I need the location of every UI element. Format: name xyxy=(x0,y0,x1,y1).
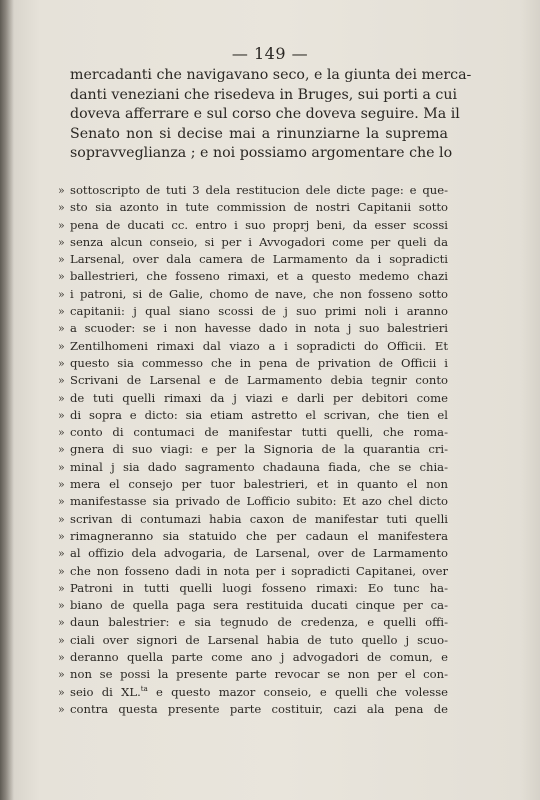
quote-line-text: Zentilhomeni rimaxi dal viazo a i sopradicti do Officii. Et xyxy=(70,338,448,353)
quote-line-text: scrivan di contumazi habia caxon de manifestar tuti quelli xyxy=(70,511,448,526)
quote-line-text: Scrivani de Larsenal e de Larmamento debia tegnir conto xyxy=(70,373,448,388)
paragraph-line: danti veneziani che risedeva in Bruges, sui porti a cui xyxy=(70,86,457,103)
quotation-mark: » xyxy=(58,374,65,388)
quotation-mark: » xyxy=(58,702,65,716)
quote-line xyxy=(58,649,448,666)
quote-line xyxy=(58,511,448,528)
quote-line-text xyxy=(70,684,448,701)
quote-line xyxy=(58,580,448,597)
quote-line xyxy=(58,545,448,562)
paragraph-line: Senato non si decise mai a rinunziarne la suprema xyxy=(70,125,448,142)
paragraph-line: sopravveglianza ; e noi possiamo argomentare che lo xyxy=(70,145,453,161)
quote-line xyxy=(58,320,448,337)
quotation-mark: » xyxy=(58,547,65,561)
quotation-mark: » xyxy=(58,668,65,682)
quote-line xyxy=(58,268,448,285)
quote-line xyxy=(58,355,448,372)
quotation-mark: » xyxy=(58,581,65,595)
quotation-mark: » xyxy=(58,218,65,232)
quote-line-text: i patroni, si de Galie, chomo de nave, che non fosseno sotto xyxy=(70,286,448,301)
quote-line-text-rest: e questo mazor conseio, e quelli che volesse xyxy=(147,684,448,699)
quote-line-text: a scuoder: se i non havesse dado in nota j suo balestrieri xyxy=(70,321,448,336)
quotation-mark: » xyxy=(58,322,65,336)
quote-line xyxy=(58,234,448,251)
quotation-mark: » xyxy=(58,339,65,353)
quote-line xyxy=(58,476,448,493)
quotation-mark: » xyxy=(58,253,65,267)
quote-line xyxy=(58,303,448,320)
quotation-mark: » xyxy=(58,495,65,509)
quote-line xyxy=(58,286,448,303)
quotation-mark: » xyxy=(58,391,65,405)
quotation-mark: » xyxy=(58,184,65,197)
quote-line-text: manifestasse sia privado de Lofficio subito: Et azo chel dicto xyxy=(70,494,448,509)
quote-line-text: questo sia commesso che in pena de privation de Officii i xyxy=(70,355,448,370)
quote-line-text: minal j sia dado sagramento chadauna fiada, che se chia- xyxy=(70,459,448,474)
quote-line-text: conto di contumaci de manifestar tutti quelli, che roma- xyxy=(70,425,448,440)
quote-line-text: deranno quella parte come ano j advogadori de comun, e xyxy=(70,650,448,665)
quotation-mark: » xyxy=(58,685,65,699)
superscript-abbreviation: ta xyxy=(140,684,148,693)
quotation-mark: » xyxy=(58,443,65,457)
quotation-mark: » xyxy=(58,305,65,319)
quote-line xyxy=(58,528,448,545)
quote-line xyxy=(58,217,448,234)
quote-line xyxy=(58,493,448,510)
quote-line xyxy=(58,441,448,458)
quote-line xyxy=(58,424,448,441)
quote-line xyxy=(58,614,448,631)
quote-line-text: gnera di suo viagi: e per la Signoria de la quarantia cri- xyxy=(70,442,448,457)
quote-line-text: capitanii: j qual siano scossi de j suo primi noli i aranno xyxy=(70,304,448,319)
quote-line xyxy=(58,372,448,389)
quotation-mark: » xyxy=(58,616,65,630)
quotation-mark: » xyxy=(58,478,65,492)
quote-line xyxy=(58,701,448,718)
quote-line-text: al offizio dela advogaria, de Larsenal, over de Larmamento xyxy=(70,546,448,561)
quote-line-text: di sopra e dicto: sia etiam astretto el scrivan, che tien el xyxy=(70,407,448,422)
quote-line xyxy=(58,182,448,199)
quote-line-text: ballestrieri, che fosseno rimaxi, et a questo medemo chazi xyxy=(70,269,448,284)
quote-line-text: daun balestrier: e sia tegnudo de credenza, e quelli offi- xyxy=(70,615,448,630)
paragraph-line: mercadanti che navigavano seco, e la giunta dei merca- xyxy=(70,67,472,83)
quote-line-text: sto sia azonto in tute commission de nostri Capitanii sotto xyxy=(70,200,448,215)
quote-line-text: che non fosseno dadi in nota per i sopradicti Capitanei, over xyxy=(70,563,448,578)
quote-line-text: de tuti quelli rimaxi da j viazi e darli per debitori come xyxy=(70,390,448,405)
quotation-mark: » xyxy=(58,201,65,215)
quote-line xyxy=(58,407,448,424)
quotation-mark: » xyxy=(58,564,65,578)
quote-line xyxy=(58,390,448,407)
body-paragraph xyxy=(70,66,472,164)
quote-line-text: rimagneranno sia statuido che per cadaun el manifestera xyxy=(70,528,448,543)
quotation-mark: » xyxy=(58,460,65,474)
quotation-mark: » xyxy=(58,408,65,422)
quote-line-text: senza alcun conseio, si per i Avvogadori come per queli da xyxy=(70,234,448,249)
quote-line-text: sottoscripto de tuti 3 dela restitucion dele dicte page: e que- xyxy=(70,183,448,197)
quotation-mark: » xyxy=(58,426,65,440)
quotation-mark: » xyxy=(58,599,65,613)
quote-line-text: non se possi la presente parte revocar se non per el con- xyxy=(70,667,448,682)
page-number: — 149 — xyxy=(231,44,309,63)
quote-line xyxy=(58,632,448,649)
quotation-mark: » xyxy=(58,356,65,370)
quote-line xyxy=(58,666,448,683)
quote-line xyxy=(58,597,448,614)
quote-line-text: Larsenal, over dala camera de Larmamento da i sopradicti xyxy=(70,252,448,267)
quote-line xyxy=(58,684,448,701)
quote-line-text: ciali over signori de Larsenal habia de tuto quello j scuo- xyxy=(70,632,448,647)
quote-line xyxy=(58,459,448,476)
quote-line-text: contra questa presente parte costituir, cazi ala pena de xyxy=(70,701,448,716)
quoted-document xyxy=(58,182,448,718)
quote-line-text-start: seio di XL. xyxy=(70,684,141,699)
quote-line xyxy=(58,338,448,355)
quotation-mark: » xyxy=(58,287,65,301)
quotation-mark: » xyxy=(58,529,65,543)
paragraph-line: doveva afferrare e sul corso che doveva seguire. Ma il xyxy=(70,106,460,122)
quotation-mark: » xyxy=(58,235,65,249)
quote-line xyxy=(58,251,448,268)
quote-line-text: mera el consejo per tuor balestrieri, et in quanto el non xyxy=(70,477,448,492)
quotation-mark: » xyxy=(58,512,65,526)
quote-line-text: pena de ducati cc. entro i suo proprj beni, da esser scossi xyxy=(70,217,448,232)
quotation-mark: » xyxy=(58,651,65,665)
quote-line-text: Patroni in tutti quelli luogi fosseno rimaxi: Eo tunc ha- xyxy=(70,580,448,595)
quote-line xyxy=(58,199,448,216)
quotation-mark: » xyxy=(58,270,65,284)
quote-line-text: biano de quella paga sera restituida ducati cinque per ca- xyxy=(70,598,448,613)
quote-line xyxy=(58,563,448,580)
quotation-mark: » xyxy=(58,633,65,647)
